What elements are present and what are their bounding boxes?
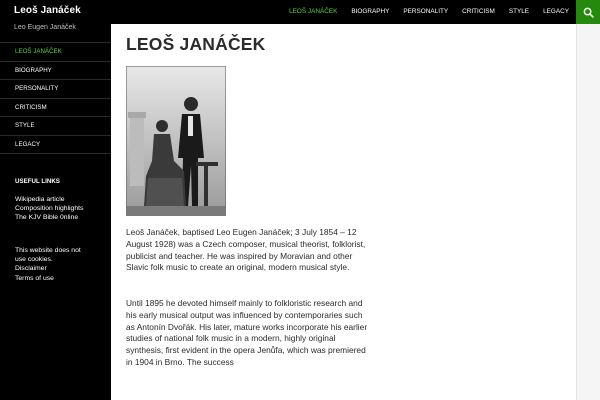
sidebar-item-legacy[interactable]: LEGACY [0, 135, 111, 154]
nav-item-personality[interactable]: PERSONALITY [403, 8, 449, 15]
sidebar-item-criticism[interactable]: CRITICISM [0, 98, 111, 117]
sidebar-item-leos-janacek[interactable]: LEOŠ JANÁČEK [0, 42, 111, 61]
portrait-image [126, 66, 226, 216]
cookie-note-line1: This website does not [15, 247, 81, 254]
sidebar-item-style[interactable]: STYLE [0, 116, 111, 135]
site-tagline: Leo Eugen Janáček [14, 24, 76, 31]
right-gutter [576, 24, 600, 400]
primary-nav [282, 0, 576, 24]
link-composition-highlights[interactable]: Composition highlights [15, 205, 84, 212]
terms-link[interactable]: Terms of use [15, 274, 54, 282]
cookie-note [15, 246, 97, 283]
useful-links-list [15, 195, 83, 222]
link-kjv-bible[interactable]: The KJV Bible 0nline [15, 214, 79, 221]
sidebar [0, 24, 111, 400]
useful-links-heading: USEFUL LINKS [15, 178, 60, 185]
site-title[interactable]: Leoš Janáček [14, 5, 81, 16]
disclaimer-link[interactable]: Disclaimer [15, 265, 47, 273]
sidebar-menu [0, 42, 111, 154]
search-button[interactable] [576, 0, 600, 24]
nav-item-leos-janacek[interactable]: LEOŠ JANÁČEK [289, 8, 338, 15]
nav-item-criticism[interactable]: CRITICISM [462, 8, 495, 15]
cookie-note-line2: use cookies. [15, 256, 53, 264]
sidebar-item-personality[interactable]: PERSONALITY [0, 79, 111, 98]
sidebar-item-biography[interactable]: BIOGRAPHY [0, 61, 111, 80]
link-wikipedia[interactable]: Wikipedia article [15, 196, 65, 203]
search-icon [583, 7, 594, 18]
site-header [0, 0, 600, 24]
page-title: LEOŠ JANÁČEK [126, 34, 266, 54]
nav-item-biography[interactable]: BIOGRAPHY [351, 8, 390, 15]
nav-item-legacy[interactable]: LEGACY [543, 8, 569, 15]
intro-paragraph: Leoš Janáček, baptised Leo Eugen Janáček; 3 July 1854 – 12 August 1928) was a Czech composer, musical theorist, folklorist, publicist and teacher. He was inspired by Moravian and other Slavic folk music to create an original, modern musical style. [126, 227, 366, 273]
nav-item-style[interactable]: STYLE [508, 8, 530, 15]
portrait-photo [126, 66, 226, 216]
second-paragraph: Until 1895 he devoted himself mainly to folkloristic research and his early musical output was influenced by contemporaries such as Antonín Dvořák. His later, mature works incorporate his earlier studies of national folk music in a modern, highly original synthesis, first evident in the opera Jenůfa, which was premiered in 1904 in Brno. The success [126, 298, 368, 367]
